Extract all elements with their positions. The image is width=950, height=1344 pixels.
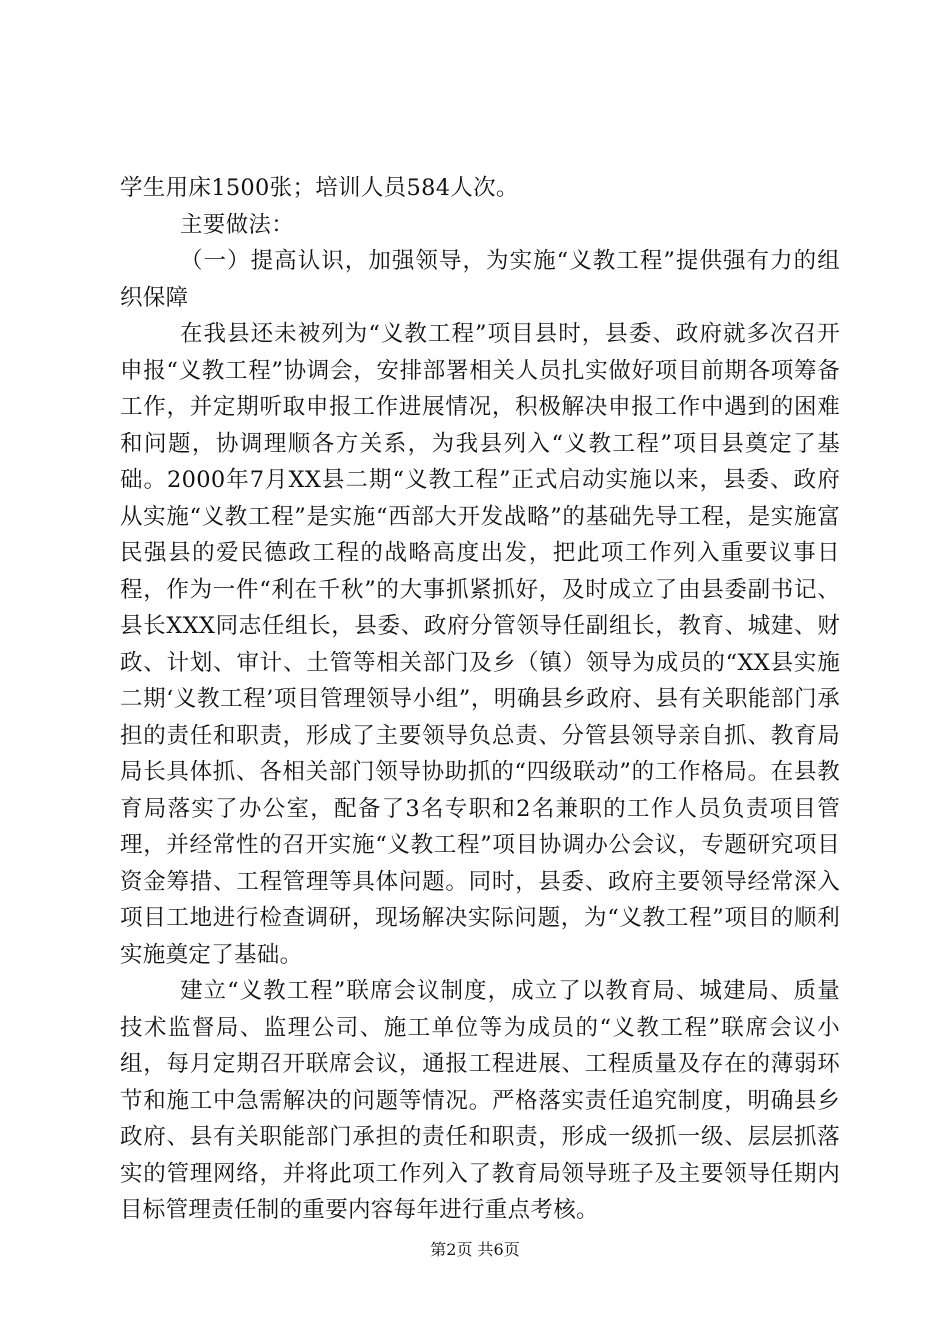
section-heading: 主要做法：	[180, 211, 295, 238]
page-footer	[0, 1240, 950, 1260]
page-indicator: 第2页 共6页	[430, 1240, 520, 1259]
paragraph-1: 在我县还未被列为“义教工程”项目县时，县委、政府就多次召开申报“义教工程”协调会，安排部署相关人员扎实做好项目前期各项筹备工作，并定期听取申报工作进展情况，积极解决申报工作中遇到的困难和问题，协调理顺各方关系，为我县列入“义教工程”项目县奠定了基础。2000年7月XX县二期“义教工程”正式启动实施以来，县委、政府从实施“义教工程”是实施“西部大开发战略”的基础先导工程，是实施富民强县的爱民德政工程的战略高度出发，把此项工作列入重要议事日程，作为一件“利在千秋”的大事抓紧抓好，及时成立了由县委副书记、县长XXX同志任组长，县委、政府分管领导任副组长，教育、城建、财政、计划、审计、土管等相关部门及乡（镇）领导为成员的“XX县实施二期‘义教工程’项目管理领导小组”，明确县乡政府、县有关职能部门承担的责任和职责，形成了主要领导负总责、分管县领导亲自抓、教育局局长具体抓、各相关部门领导协助抓的“四级联动”的工作格局。在县教育局落实了办公室，配备了3名专职和2名兼职的工作人员负责项目管理，并经常性的召开实施“义教工程”项目协调办公会议，专题研究项目资金筹措、工程管理等具体问题。同时，县委、政府主要领导经常深入项目工地进行检查调研，现场解决实际问题，为“义教工程”项目的顺利实施奠定了基础。	[120, 321, 840, 968]
section-1-title: （一）提高认识，加强领导，为实施“义教工程”提供强有力的组织保障	[120, 248, 840, 311]
paragraph-2: 建立“义教工程”联席会议制度，成立了以教育局、城建局、质量技术监督局、监理公司、施工单位等为成员的“义教工程”联席会议小组，每月定期召开联席会议，通报工程进展、工程质量及存在的薄弱环节和施工中急需解决的问题等情况。严格落实责任追究制度，明确县乡政府、县有关职能部门承担的责任和职责，形成一级抓一级、层层抓落实的管理网络，并将此项工作列入了教育局领导班子及主要领导任期内目标管理责任制的重要内容每年进行重点考核。	[120, 978, 840, 1223]
document-body	[120, 170, 840, 1229]
continuation-line: 学生用床1500张；培训人员584人次。	[120, 175, 519, 201]
